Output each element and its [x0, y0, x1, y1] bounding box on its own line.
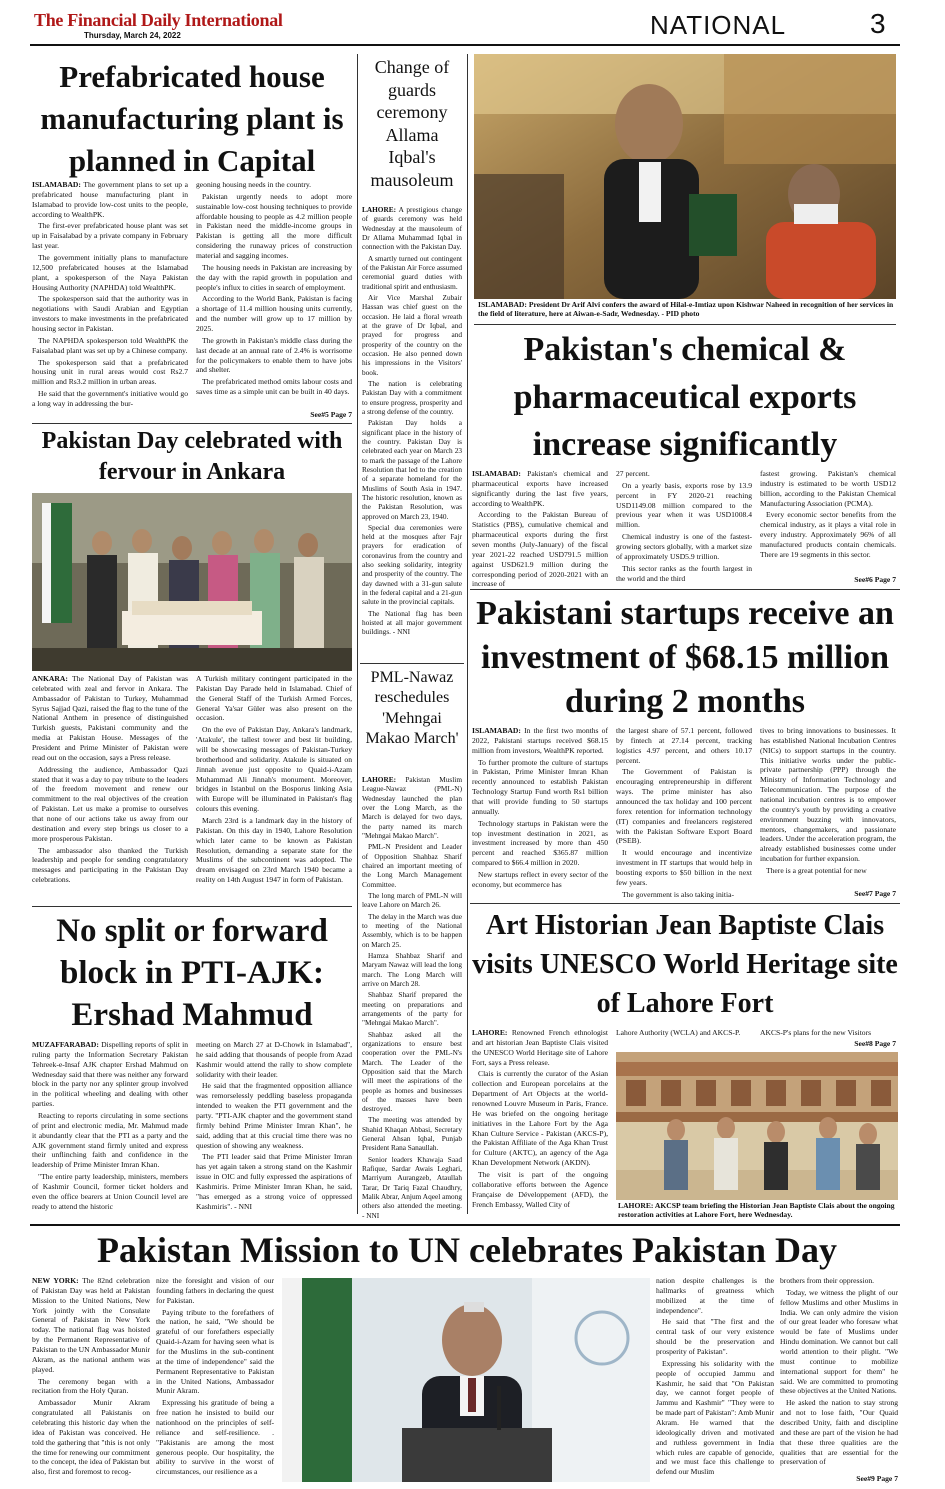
story9-para: He said that "The first and the central task of our very existence should be the preservation and prosperity of Pakistan". [656, 1317, 774, 1357]
story6-para: It would encourage and incentivize investment in IT startups that would help in boosting exports to $50 billion in the next few years. [616, 848, 752, 887]
story5-dateline: LAHORE: [362, 775, 397, 784]
story6-para: There is a great potential for new [766, 866, 867, 876]
paper-name: The Financial Daily International [34, 10, 283, 30]
story4-para: Addressing the audience, Ambassador Qazi stated that it was a day to pay tribute to the leaders of the freedom movement and renew our commitment to the real objectives of the creation of Pakistan. Let us make a promise to ourselves that none of our actions take us away from our destination and every step brings us closer to a more prosperous Pakistan. [32, 764, 188, 843]
story9-para: brothers from their oppression. [780, 1276, 875, 1285]
story6-para: The government is also taking initia- [622, 889, 734, 899]
story9-para: Expressing his gratitude of being a free nation he insisted to build our nationhood on the principles of self-reliance and self-resilience. . "Pakistanis are among the most generous people. Our hospitality, the ability to survive in the worst of circumstances, our resilience as a [156, 1398, 274, 1477]
ankara-celebration-photo [32, 493, 352, 671]
story2-body [362, 205, 462, 661]
story1-dateline: ISLAMABAD: [32, 180, 81, 189]
story3-col2 [616, 469, 752, 587]
story9-para: The 82nd celebration of Pakistan Day was held at Pakistan Mission to the United Nations, New York jointly with the Consulate General of Pakistan in New York today. The national flag was hoisted by the Permanent Representative of Pakistan to the UN Ambassador Munir Akram, as the national anthem was played. [32, 1276, 150, 1374]
story8-col1 [472, 1028, 608, 1218]
story5-para: Pakistan Muslim League-Nawaz (PML-N) Wednesday launched the plan over the Long March, as the March is delayed for two days, the party named its march "Mehngai Makao March". [362, 775, 462, 840]
story3-para: Every economic sector benefits from the chemical industry, as it plays a vital role in every industry. Approximately 96% of all manufactured products contain chemicals. There are 19 segments in this sector. [760, 510, 896, 559]
story9-dateline: NEW YORK: [32, 1276, 79, 1285]
story9-see-more[interactable]: See#9 Page 7 [856, 1474, 898, 1483]
page-number: 3 [870, 8, 886, 39]
story8-col2 [616, 1028, 752, 1050]
story5-para: Senior leaders Khawaja Saad Rafique, Sardar Awais Leghari, Marriyum Aurangzeb, Ataullah Tarar, Dr Tariq Fazal Chaudhry, Malik Abrar, Anjum Aqeel among others also attended the meeting. - NNI [362, 1154, 462, 1220]
story9-para: nize the foresight and vision of our founding fathers in declaring the quest for Pakistan. [156, 1276, 274, 1305]
story1-para: The first-ever prefabricated house plant was set up in Faisalabad by a private company in February last year. [32, 221, 188, 251]
story1-para: The spokesperson said that a prefabricated housing unit in rural areas would cost Rs2.7 million and Rs3.2 million in urban areas. [32, 357, 188, 387]
story7-col2 [196, 1040, 352, 1218]
story1-para: According to the World Bank, Pakistan is facing a shortage of 11.4 million housing units currently, and the number will grow up to 17 million by 2025. [196, 294, 352, 334]
story7-para: Reacting to reports circulating in some sections of print and electronic media, Mr. Mahmud made it abundantly clear that the PTI as a party and the AJK government stand firmly united and express their unflinching faith and confidence in the leadership of Prime Minister Imran Khan. [32, 1111, 188, 1170]
story3-para: fastest growing. Pakistan's chemical industry is estimated to be worth USD12 billion, according to the Pakistan Chemical Manufacturing Association (PCMA). [760, 469, 896, 508]
story3-para: 27 percent. [616, 469, 650, 478]
story7-col1 [32, 1040, 188, 1218]
story9-headline: Pakistan Mission to UN celebrates Pakistan Day [97, 1230, 837, 1270]
story8-headline: Art Historian Jean Baptiste Clais visits UNESCO World Heritage site of Lahore Fort [472, 910, 898, 1020]
un-speaker-photo [282, 1278, 650, 1482]
story7-para: meeting on March 27 at D-Chowk in Islamabad", he said adding that thousands of people from Azad Kashmir would attend the rally to show complete solidarity with their leader. [196, 1040, 352, 1079]
ceremony-photo [474, 54, 896, 299]
story5-body [362, 775, 462, 1220]
story4-col2 [196, 674, 352, 904]
story3-see-more[interactable]: See#6 Page 7 [854, 575, 896, 584]
story9-para: Today, we witness the plight of our fellow Muslims and other Muslims in India. We can only admire the vision of our great leader who foresaw what would be fate of Muslims under Hindu domination. We cannot but call world attention to their plight. "We must continue to mobilize international support for them" he said. We are committed to promoting these objectives at the United Nations. [780, 1287, 898, 1396]
story4-para: On the eve of Pakistan Day, Ankara's landmark, 'Atakule', the tallest tower and best lit building, will be showcasing messages of Pakistan-Turkey brotherhood and solidarity. Atakule is situated on Jinnah avenue just opposite to Quaid-i-Azam Muhammad Ali Jinnah's monument. Moreover, bridges in Istanbul on the Bosporus linking Asia with Europe will be illuminated in Pakistan's flag colours this evening. [196, 725, 352, 814]
story6-see-more[interactable]: See#7 Page 7 [854, 889, 896, 898]
story6-headline: Pakistani startups receive an investment of $68.15 million during 2 months [476, 595, 894, 721]
story9-para: He asked the nation to stay strong and not to lose faith, "Our Quaid described Unity, faith and discipline and these are part of the vision he had that these three qualities are the qualities that are essential for the preservation of [780, 1398, 898, 1467]
ceremony-photo-icon [474, 54, 896, 299]
story6-col2 [616, 726, 752, 900]
story2-headline: Change of guards ceremony Allama Iqbal's mausoleum [370, 57, 454, 190]
story9-para: nation despite challenges is the hallmarks of greatness which mobilized at the time of independence". [656, 1276, 774, 1315]
section-name: NATIONAL [650, 10, 787, 40]
story9-para: Ambassador Munir Akram congratulated all Pakistanis on celebrating this historic day when the idea of Pakistan was conceived. He told the gathering that "this is not only the time for renewing our commitment to the concept, the idea of Pakistan but also, first and foremost to recog- [32, 1398, 150, 1477]
story6-col3 [760, 726, 896, 890]
story4-headline: Pakistan Day celebrated with fervour in Ankara [41, 428, 343, 486]
story4-col1 [32, 674, 188, 904]
story6-para: New startups reflect in every sector of the economy, but ecommerce has [472, 870, 608, 889]
divider [360, 663, 464, 664]
story5-para: Shahbaz asked all the organizations to ensure best cooperation over the PML-N's March. The Leader of the Opposition said that the March will meet the aspirations of the people as homes and businesses of the masses have been destroyed. [362, 1029, 462, 1114]
divider [470, 903, 900, 904]
story5-para: The delay in the March was due to meeting of the National Assembly, which is to be happen on March 25. [362, 911, 462, 949]
ceremony-photo-caption: ISLAMABAD: President Dr Arif Alvi confers the award of Hilal-e-Imtiaz upon Kishwar Naheed in recognition of her services in the field of literature, here at Aiwan-e-Sadr, Wednesday. - PID photo [478, 300, 894, 319]
story8-para: AKCS-P's plans for the new Visitors [760, 1028, 872, 1037]
story5-para: Hamza Shahbaz Sharif and Maryam Nawaz will lead the long march. The Long March will arrive on March 28. [362, 950, 462, 988]
story6-para: To further promote the culture of startups in Pakistan, Prime Minister Imran Khan recently announced to establish Pakistan Technology Startup Fund worth Rs1 billion that will provide funding to 50 startups annually. [472, 757, 608, 816]
story8-para: The visit is part of the ongoing collaborative efforts between the Agence Française de Développement (AFD), the French Embassy, Walled City of [472, 1170, 608, 1209]
story5-para: PML-N President and Leader of Opposition Shahbaz Sharif chaired an important meeting of the Long March Management Committee. [362, 842, 462, 889]
column-divider [467, 54, 468, 1214]
story7-para: He said that the fragmented opposition alliance was remorselessly peddling baseless propaganda intended to weaken the PTI government and the party. "PTI-AJK chapter and the government stand firmly behind Prime Minister Imran Khan", he said, adding that at this crucial time there was no question of showing any weakness. [196, 1081, 352, 1150]
story2-para: The National flag has been hoisted at all major government buildings. - NNI [362, 608, 462, 637]
story1-col2 [196, 180, 352, 420]
story2-para: Pakistan Day holds a significant place in the history of the country. Pakistan Day is celebrated each year on March 23 to mark the passage of the Lahore Resolution that led to the creation of a separate homeland for the Muslims of South Asia in 1947. The historic resolution, known as the Pakistan Resolution, was approved on March 23, 1940. [362, 418, 462, 521]
story1-see-more[interactable]: See#5 Page 7 [310, 410, 352, 419]
story7-para: "The entire party leadership, ministers, members of Kashmir Council, former ticket holders and even the office bearers at Union Council level are ready to attend the historic [32, 1172, 188, 1211]
story8-para: Lahore Authority (WCLA) and AKCS-P. [616, 1028, 741, 1037]
story4-para: A Turkish military contingent participated in the Pakistan Day Parade held in Islamabad. Chief of the General Staff of the Turkish Armed Forces, General Ya'sar Güler was also present on the occasion. [196, 674, 352, 723]
divider [32, 906, 352, 907]
story8-para: Renowned French ethnologist and art historian Jean Baptiste Clais visited the UNESCO World Heritage site of Lahore Fort, says a Press release. [472, 1028, 608, 1067]
story3-col3 [760, 469, 896, 577]
story7-para: The PTI leader said that Prime Minister Imran has yet again taken a strong stand on the Kashmir issue in OIC and fully expressed the aspirations of Kashmiris. Prime Minister Imran Khan, he said, "has emerged as a strong voice of oppressed Kashmiris". - NNI [196, 1152, 352, 1211]
story7-para: Dispelling reports of split in ruling party the Information Secretary Pakistan Tehreek-e-Insaf AJK chapter Ershad Mahmud on Wednesday said that there was neither any forward block in the party nor any splinter group involved in the political wheeling and dealing with other parties. [32, 1040, 188, 1109]
story3-para: Pakistan's chemical and pharmaceutical exports have increased significantly during the last five years, according to WealthPK. [472, 469, 608, 508]
story3-para: According to the Pakistan Bureau of Statistics (PBS), cumulative chemical and pharmaceutical exports during the first seven months (July-January) of the fiscal year 2021-22 reached USD791.5 million against USD621.9 million during the corresponding period of 2020-2021 with an increase of [472, 510, 608, 589]
story2-para: The nation is celebrating Pakistan Day with a commitment to ensure progress, prosperity and a strong defense of the country. [362, 378, 462, 416]
story5-para: Shahbaz Sharif prepared the meeting on preparations and arrangements of the party for "Mehngai Makao March". [362, 990, 462, 1028]
story8-dateline: LAHORE: [472, 1028, 508, 1037]
story2-para: A prestigious change of guards ceremony was held Wednesday at the mausoleum of Dr Allama Muhammad Iqbal in connection with the Pakistan Day. [362, 205, 463, 252]
story8-para: Clais is currently the curator of the Asian collection and European porcelains at the Department of Art Objects at the world-renowned Louvre Museum in Paris, France. He was briefed on the ongoing heritage initiatives in the Lahore Fort by the Aga Khan Culture Service - Pakistan (AKCS-P), the Pakistan Affiliate of the Aga Khan Trust for Culture (AKTC), an agency of the Aga Khan Development Network (AKDN). [472, 1069, 608, 1168]
story9-para: Expressing his solidarity with the people of occupied Jammu and Kashmir, he said that "On Pakistan day, we cannot forget people of Jammu and Kashmir" "They were to be made part of Pakistan": Amb Munir Akram. He warned that the ideologically driven and motivated and ruthless government in India which rules are capable of genocide, and we must face this challenge to defend our Muslim [656, 1358, 774, 1477]
story6-dateline: ISLAMABAD: [472, 726, 521, 735]
story6-para: Technology startups in Pakistan were the top investment destination in 2021, as investment increased by more than 450 percent and reached $365.87 million compared to $66.4 million in 2020. [472, 818, 608, 868]
story1-para: The prefabricated method omits labour costs and saves time as a simple unit can be built in 40 days. [196, 377, 352, 397]
story3-headline: Pakistan's chemical & pharmaceutical exports increase significantly [513, 331, 857, 464]
story5-para: The meeting was attended by Shahid Khaqan Abbasi, Secretary General Ahsan Iqbal, Punjab President Rana Sanaullah. [362, 1115, 462, 1153]
story6-col1 [472, 726, 608, 900]
story4-para: The ambassador also thanked the Turkish leadership and people for sending congratulatory messages and participating in the Pakistan Day celebrations. [32, 845, 188, 885]
lahore-fort-photo [616, 1052, 898, 1200]
story4-para: The National Day of Pakistan was celebrated with zeal and fervor in Ankara. The Ambassador of Pakistan to Turkey, Muhammad Syrus Sajjad Qazi, raised the flag to the tune of the National Anthem in presence of distinguished Turkish guests, Pakistani community and the media at Pakistan House. Messages of the President and Prime Minister of Pakistan were read out on the occasion, says a Press release. [32, 674, 189, 762]
masthead-rule [30, 44, 900, 46]
story9-para: Paying tribute to the forefathers of the nation, he said, "We should be grateful of our forefathers especially Quaid-i-Azam for having seen what is for the Muslims in the sub-continent at the time of independence" said the Permanent Representative to Pakistan in the United Nations, Ambassador Munir Akram. [156, 1307, 274, 1396]
story1-headline: Prefabricated house manufacturing plant is planned in Capital [40, 59, 344, 179]
story8-col3 [760, 1028, 896, 1039]
divider [30, 1224, 900, 1226]
divider [474, 324, 896, 325]
story6-para: tives to bring innovations to businesses. It has established National Incubation Centres (NICs) to support startups in the country. This initiative works under the public-private partnership (PPP) through the Ministry of Information Technology and Telecommunication. The purpose of the national incubation centres is to empower the country's youth by providing a creative environment buzzing with innovators, mentors, changemakers, and passionate leaders. Under the acceleration program, the already established businesses come under incubation for further expansion. [760, 726, 896, 864]
story9-col2 [156, 1276, 274, 1486]
story2-para: Air Vice Marshal Zubair Hassan was chief guest on the occasion. He laid a floral wreath at the grave of Dr Iqbal, and prayed for progress and prosperity of the country on the occasion. He also penned down his impressions in the Visitors' book. [362, 292, 462, 377]
story1-para: geoning housing needs in the country. [196, 180, 312, 189]
story5-para: The long march of PML-N will leave Lahore on March 26. [362, 890, 462, 910]
story4-dateline: ANKARA: [32, 674, 68, 683]
story3-dateline: ISLAMABAD: [472, 469, 521, 478]
story9-col1 [32, 1276, 150, 1486]
story8-see-more[interactable]: See#8 Page 7 [854, 1039, 896, 1048]
divider [32, 423, 352, 424]
story3-para: This sector ranks as the fourth largest in the world and the third [616, 563, 752, 583]
story1-para: The spokesperson said that the authority was in negotiations with Saudi Arabian and Egyptian investors to make investments in the prefabricated housing sector in Pakistan. [32, 294, 188, 334]
story1-para: The government plans to set up a prefabricated house manufacturing plant in Islamabad to provide low-cost units to the people, according to WealthPK. [32, 180, 188, 219]
story2-para: Special dua ceremonies were held at the mosques after Fajr prayers for eradication of coronavirus from the country and also seeking solidarity, integrity and prosperity of the country. The day dawned with a 31-gun salute in the federal capital and a 21-gun salute in the provincial capitals. [362, 522, 462, 607]
ankara-celebration-photo-icon [32, 493, 352, 671]
story1-col1 [32, 180, 188, 420]
story3-para: Chemical industry is one of the fastest-growing sectors globally, with a market size of approximately USD5.9 trillion. [616, 532, 752, 561]
issue-date: Thursday, March 24, 2022 [84, 31, 181, 40]
story3-para: On a yearly basis, exports rose by 13.9 percent in FY 2020-21 reaching USD1149.08 million compared to the previous year when it was USD1008.4 million. [616, 480, 752, 530]
story9-para: The ceremony began with a recitation from the Holy Quran. [32, 1376, 150, 1396]
un-speaker-photo-icon [282, 1278, 650, 1482]
masthead [0, 0, 945, 46]
story6-para: In the first two months of 2022, Pakistani startups received $68.15 million from investors, WealthPK reported. [472, 726, 608, 755]
lahore-fort-photo-caption: LAHORE: AKCSP team briefing the Historian Jean Baptiste Clais about the ongoing restoration activities at Lahore Fort, here Wednesday. [618, 1201, 895, 1220]
story1-para: Pakistan urgently needs to adopt more sustainable low-cost housing techniques to provide affordable housing to people as 4.2 million people in Pakistan need the middle-income groups in Pakistan is getting all the more difficult considering the runaway prices of construction material and sagging incomes. [196, 191, 352, 261]
story1-para: The NAPHDA spokesperson told WealthPK the Faisalabad plant was set up by a Chinese company. [32, 335, 188, 355]
story6-para: The Government of Pakistan is encouraging entrepreneurship in different ways. The prime minister has also announced the tax holiday and 100 percent forex retention for information technology (IT) companies and freelancers registered with the Pakistan Software Export Board (PSEB). [616, 767, 752, 846]
story1-para: The growth in Pakistan's middle class during the last decade at an annual rate of 2.4% is worrisome for the policymakers to enable them to have jobs and shelter. [196, 335, 352, 375]
column-divider [357, 54, 358, 1214]
story7-headline: No split or forward block in PTI-AJK: Ershad Mahmud [56, 913, 328, 1034]
story2-dateline: LAHORE: [362, 205, 397, 214]
story9-col4 [780, 1276, 898, 1474]
story4-para: March 23rd is a landmark day in the history of Pakistan. On this day in 1940, Lahore Resolution which later came to be known as Pakistan Resolution, demanding a separate state for the Muslims of the subcontinent was adopted. The dream envisaged on 23rd March 1940 became a reality on 14th August 1947 in form of Pakistan. [196, 816, 352, 885]
divider [470, 589, 900, 590]
story5-headline: PML-Nawaz reschedules 'Mehngai Makao March' [365, 669, 459, 748]
story2-para: A smartly turned out contingent of the Pakistan Air Force assumed ceremonial guard duties with traditional spirit and enthusiasm. [362, 253, 462, 291]
lahore-fort-photo-icon [616, 1052, 898, 1200]
story6-para: the largest share of 57.1 percent, followed by fintech at 27.14 percent, tracking logistics 4.97 percent, and others 10.17 percent. [616, 726, 752, 765]
story3-col1 [472, 469, 608, 587]
story7-dateline: MUZAFFARABAD: [32, 1040, 99, 1049]
story1-para: The housing needs in Pakistan are increasing by the day with the rapid growth in population and people's influx to cities in search of employment. [196, 262, 352, 292]
story9-col3 [656, 1276, 774, 1486]
story1-para: He said that the government's initiative would go a long way in addressing the bur- [32, 389, 188, 409]
story1-para: The government initially plans to manufacture 12,500 prefabricated houses at the Islamabad plant, a spokesperson of the Naya Pakistan Housing Authority (NAPHDA) told WealthPK. [32, 253, 188, 292]
